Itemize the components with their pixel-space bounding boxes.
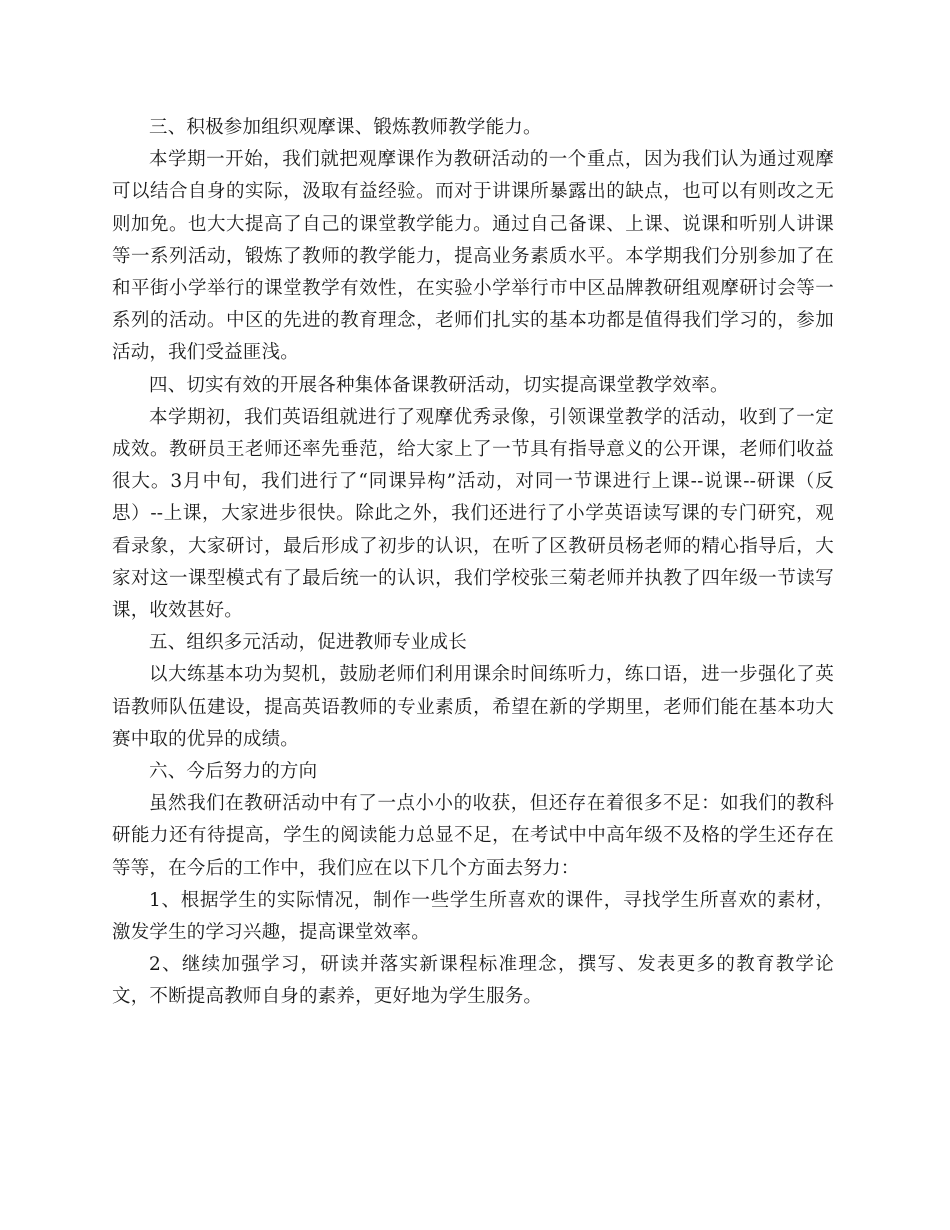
document-body [112, 112, 834, 1014]
paragraph-basic-skills: 以大练基本功为契机，鼓励老师们利用课余时间练听力，练口语，进一步强化了英语教师队伍建设，提高英语教师的专业素质，希望在新的学期里，老师们能在基本功大赛中取的优异的成绩。 [112, 664, 834, 750]
list-item-2: 2、继续加强学习，研读并落实新课程标准理念，撰写、发表更多的教育教学论文，不断提高教师自身的素养，更好地为学生服务。 [112, 954, 834, 1008]
heading-section-3: 三、积极参加组织观摩课、锻炼教师教学能力。 [149, 117, 542, 138]
paragraph-shortcomings: 虽然我们在教研活动中有了一点小小的收获，但还存在着很多不足：如我们的教科研能力还有待提高，学生的阅读能力总显不足，在考试中中高年级不及格的学生还存在等等，在今后的工作中，我们应在以下几个方面去努力： [112, 793, 834, 879]
paragraph-observation-lessons: 本学期一开始，我们就把观摩课作为教研活动的一个重点，因为我们认为通过观摩可以结合自身的实际，汲取有益经验。而对于讲课所暴露出的缺点，也可以有则改之无则加免。也大大提高了自己的课堂教学能力。通过自己备课、上课、说课和听别人讲课等一系列活动，锻炼了教师的教学能力，提高业务素质水平。本学期我们分别参加了在和平街小学举行的课堂教学有效性，在实验小学举行市中区品牌教研组观摩研讨会等一系列的活动。中区的先进的教育理念，老师们扎实的基本功都是值得我们学习的，参加活动，我们受益匪浅。 [112, 149, 834, 364]
heading-section-6: 六、今后努力的方向 [149, 761, 318, 783]
heading-section-4: 四、切实有效的开展各种集体备课教研活动，切实提高课堂教学效率。 [149, 374, 729, 396]
paragraph-collective-lesson-prep: 本学期初，我们英语组就进行了观摩优秀录像，引领课堂教学的活动，收到了一定成效。教研员王老师还率先垂范，给大家上了一节具有指导意义的公开课，老师们收益很大。3月中旬，我们进行了“同课异构”活动，对同一节课进行上课--说课--研课（反思）--上课，大家进步很快。除此之外，我们还进行了小学英语读写课的专门研究，观看录象，大家研讨，最后形成了初步的认识，在听了区教研员杨老师的精心指导后，大家对这一课型模式有了最后统一的认识，我们学校张三菊老师并执教了四年级一节读写课，收效甚好。 [112, 406, 834, 622]
heading-section-5: 五、组织多元活动，促进教师专业成长 [149, 632, 467, 654]
list-item-1: 1、根据学生的实际情况，制作一些学生所喜欢的课件，寻找学生所喜欢的素材，激发学生的学习兴趣，提高课堂效率。 [112, 889, 834, 944]
